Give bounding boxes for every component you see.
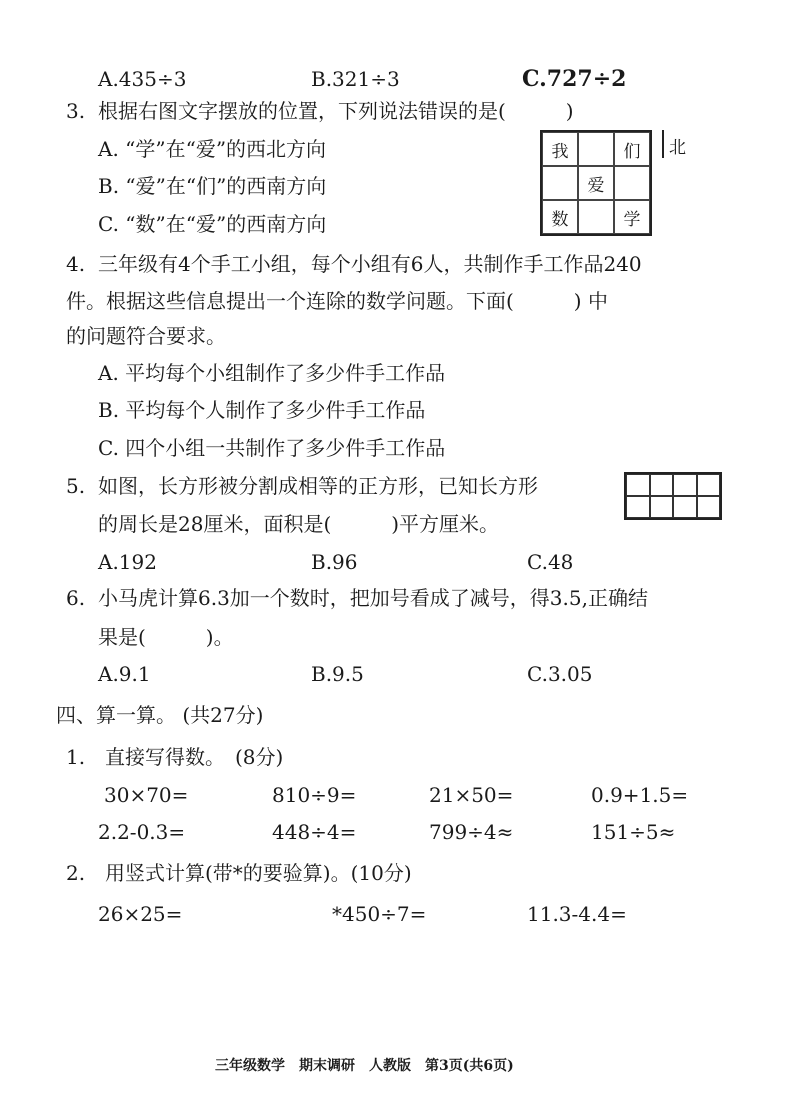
- north-arrow-line: [662, 130, 664, 158]
- q4-line3: 的问题符合要求。: [66, 324, 226, 348]
- grid-cell: 爱: [578, 166, 614, 200]
- q5-line2: 的周长是28厘米，面积是( )平方厘米。: [98, 512, 500, 536]
- q6-line2: 果是( )。: [98, 625, 234, 649]
- q3-option-b: B. “爱”在“们”的西南方向: [98, 174, 327, 198]
- calc1-item: 21×50=: [429, 783, 514, 807]
- grid-cell: [614, 166, 650, 200]
- square-cell: [673, 496, 697, 518]
- q4-option-c: C. 四个小组一共制作了多少件手工作品: [98, 436, 446, 460]
- north-label: 北: [669, 138, 686, 158]
- grid-cell: [578, 132, 614, 166]
- q5-option-b: B.96: [311, 550, 358, 574]
- q6-option-a: A.9.1: [98, 662, 151, 686]
- calc2-item: *450÷7=: [332, 902, 427, 926]
- q3-number: 3.: [66, 99, 86, 123]
- calc1-item: 0.9+1.5=: [591, 783, 689, 807]
- q6-line1: 小马虎计算6.3加一个数时，把加号看成了减号，得3.5,正确结: [98, 586, 648, 610]
- calc2-number: 2.: [66, 861, 86, 885]
- q4-option-a: A. 平均每个小组制作了多少件手工作品: [98, 361, 446, 385]
- grid-cell: 我: [542, 132, 578, 166]
- square-cell: [626, 474, 650, 496]
- grid-cell: 们: [614, 132, 650, 166]
- square-cell: [697, 496, 721, 518]
- q4-line1: 三年级有4个手工小组，每个小组有6人，共制作手工作品240: [98, 252, 642, 276]
- square-cell: [697, 474, 721, 496]
- calc2-item: 26×25=: [98, 902, 183, 926]
- q5-option-a: A.192: [98, 550, 157, 574]
- q3-option-c: C. “数”在“爱”的西南方向: [98, 212, 327, 236]
- q3-option-a: A. “学”在“爱”的西北方向: [98, 137, 327, 161]
- calc1-item: 448÷4=: [272, 820, 357, 844]
- calc1-item: 799÷4≈: [429, 820, 514, 844]
- page-footer: 三年级数学 期末调研 人教版 第3页(共6页): [215, 1058, 514, 1074]
- grid-cell: 学: [614, 200, 650, 234]
- q5-option-c: C.48: [527, 550, 574, 574]
- calc2-title: 用竖式计算(带*的要验算)。(10分): [105, 861, 412, 885]
- q4-option-b: B. 平均每个人制作了多少件手工作品: [98, 398, 426, 422]
- calc1-item: 151÷5≈: [591, 820, 676, 844]
- q3-stem: 根据右图文字摆放的位置，下列说法错误的是( ): [98, 99, 574, 123]
- grid-cell: 数: [542, 200, 578, 234]
- q6-number: 6.: [66, 586, 86, 610]
- q6-option-b: B.9.5: [311, 662, 364, 686]
- calc1-number: 1.: [66, 745, 86, 769]
- square-cell: [650, 474, 674, 496]
- q5-line1: 如图，长方形被分割成相等的正方形，已知长方形: [98, 474, 538, 498]
- q2-option-b: B.321÷3: [311, 67, 400, 91]
- square-cell: [673, 474, 697, 496]
- calc1-item: 30×70=: [104, 783, 189, 807]
- q4-number: 4.: [66, 252, 86, 276]
- q5-number: 5.: [66, 474, 86, 498]
- q2-option-a: A.435÷3: [98, 67, 187, 91]
- q4-line2: 件。根据这些信息提出一个连除的数学问题。下面( ) 中: [66, 289, 608, 313]
- calc1-item: 810÷9=: [272, 783, 357, 807]
- calc1-item: 2.2-0.3=: [98, 820, 186, 844]
- square-cell: [650, 496, 674, 518]
- grid-cell: [542, 166, 578, 200]
- grid-cell: [578, 200, 614, 234]
- calc2-item: 11.3-4.4=: [527, 902, 627, 926]
- rectangle-squares-figure: [624, 472, 722, 520]
- calc1-title: 直接写得数。 (8分): [105, 745, 284, 769]
- section-title: 四、算一算。 (共27分): [56, 703, 264, 727]
- square-cell: [626, 496, 650, 518]
- q6-option-c: C.3.05: [527, 662, 593, 686]
- q2-option-c: C.727÷2: [522, 66, 627, 92]
- direction-grid: [540, 130, 652, 236]
